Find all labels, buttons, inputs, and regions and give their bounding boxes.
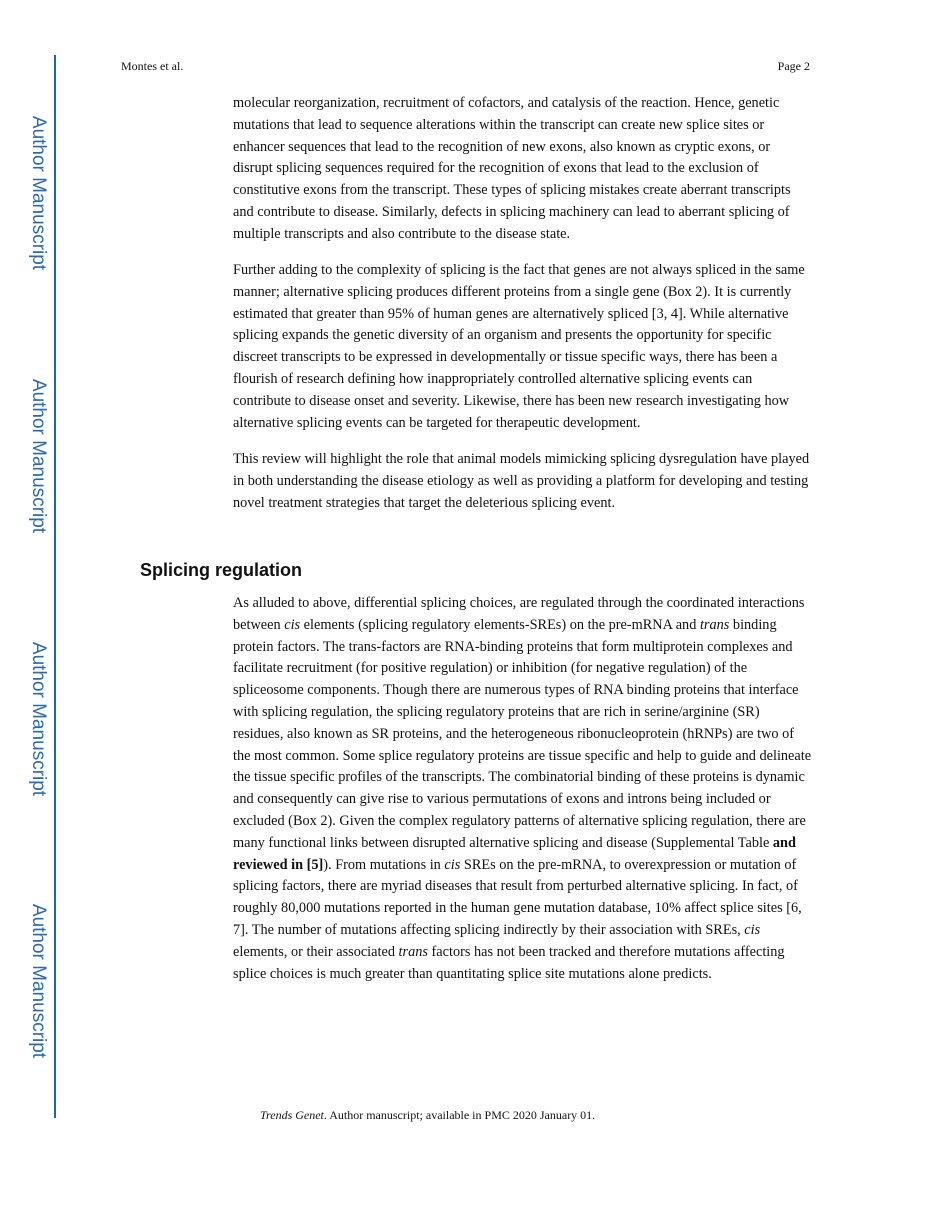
availability-note: . Author manuscript; available in PMC 2020 January 01. (323, 1108, 596, 1122)
journal-name: Trends Genet (260, 1108, 324, 1122)
section-heading: Splicing regulation (140, 560, 303, 580)
section-body (233, 593, 813, 985)
citation-link[interactable]: 5 (311, 856, 319, 873)
footer (260, 1108, 595, 1123)
margin-rule (54, 55, 56, 1118)
paragraph: molecular reorganization, recruitment of cofactors, and catalysis of the reaction. Hence, genetic mutations that lead to sequence alterations within the transcript can create new splice sites or enhancer sequences that lead to the recognition of new exons, also known as cryptic exons, or disrupt splicing sequences required for the recognition of exons that lead to the exclusion of constitutive exons from the transcript. These types of splicing mistakes create aberrant transcripts and contribute to disease. Similarly, defects in splicing machinery can lead to aberrant splicing of multiple transcripts and also contribute to the disease state. (233, 95, 791, 242)
paragraph: This review will highlight the role that animal models mimicking splicing dysregulation have played in both understanding the disease etiology as well as providing a platform for developing and testing novel treatment strategies that target the deleterious splicing event. (233, 450, 810, 511)
paragraph: As alluded to above, differential splicing choices, are regulated through the coordinated interactions between cis elements (splicing regulatory elements-SREs) on the pre-mRNA and trans binding protein factors. The trans-factors are RNA-binding proteins that form multiprotein complexes and facilitate recruitment (for positive regulation) or inhibition (for negative regulation) of the spliceosome components. Though there are numerous types of RNA binding proteins that interface with splicing regulation, the splicing regulatory proteins that are rich in serine/arginine (SR) residues, also known as SR proteins, and the heterogeneous ribonucleoprotein (hRNPs) are two of the most common. Some splice regulatory proteins are tissue specific and help to guide and delineate the tissue specific profiles of the transcripts. The combinatorial binding of these proteins is dynamic and consequently can give rise to various permutations of exons and introns being included or excluded (Box 2). Given the complex regulatory patterns of alternative splicing regulation, there are many functional links between disrupted alternative splicing and disease (Supplemental Table and reviewed in [5]). From mutations in cis SREs on the pre-mRNA, to overexpression or mutation of splicing factors, there are myriad diseases that result from perturbed alternative splicing. In fact, of roughly 80,000 mutations reported in the human gene mutation database, 10% affect splice sites [6, 7]. The number of mutations affecting splicing indirectly by their association with SREs, cis elements, or their associated trans factors has not been tracked and therefore mutations affecting splice choices is much greater than quantitating splice site mutations alone predicts. (233, 595, 812, 982)
paragraph: Further adding to the complexity of splicing is the fact that genes are not always spliced in the same manner; alternative splicing produces different proteins from a single gene (Box 2). It is currently estimated that greater than 95% of human genes are alternatively spliced [3, 4]. While alternative splicing expands the genetic diversity of an organism and presents the opportunity for specific discreet transcripts to be expressed in developmentally or tissue specific ways, there has been a flourish of research defining how inappropriately controlled alternative splicing events can contribute to disease onset and severity. Likewise, there has been new research investigating how alternative splicing events can be targeted for therapeutic development. (233, 262, 805, 431)
body-text (233, 93, 813, 529)
page-number: Page 2 (777, 59, 810, 73)
running-header-authors: Montes et al. (121, 59, 184, 73)
